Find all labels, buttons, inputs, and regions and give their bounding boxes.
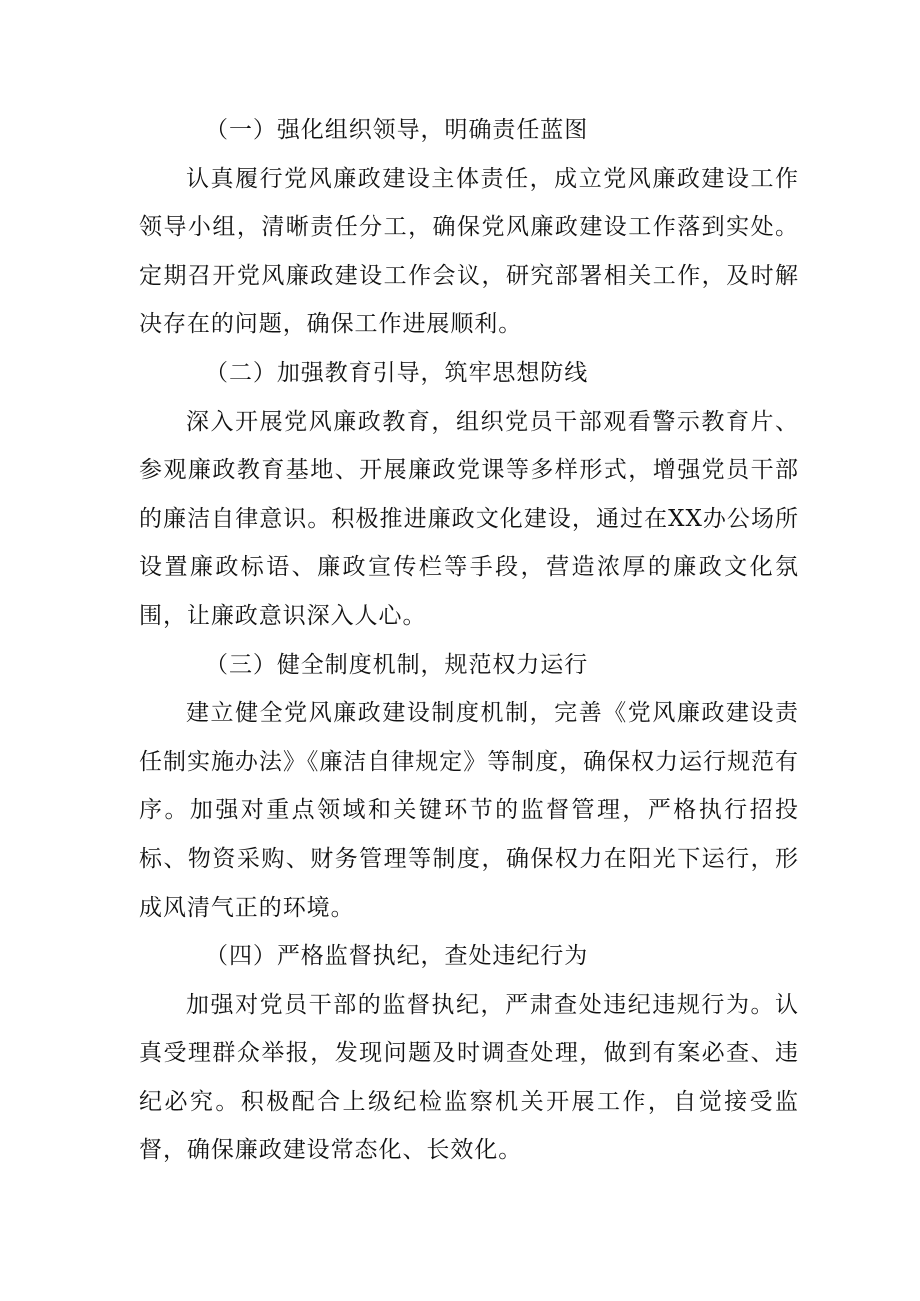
section-paragraph: 建立健全党风廉政建设制度机制，完善《党风廉政建设责任制实施办法》《廉洁自律规定》等制度，确保权力运行规范有序。加强对重点领域和关键环节的监督管理，严格执行招投标、物资采购、财务管理等制度，确保权力在阳光下运行，形成风清气正的环境。 bbox=[139, 700, 799, 921]
section-paragraph: 深入开展党风廉政教育，组织党员干部观看警示教育片、参观廉政教育基地、开展廉政党课等多样形式，增强党员干部的廉洁自律意识。积极推进廉政文化建设，通过在XX办公场所设置廉政标语、廉政宣传栏等手段，营造浓厚的廉政文化氛围，让廉政意识深入人心。 bbox=[139, 408, 799, 629]
section-2 bbox=[139, 349, 799, 641]
section-heading: （四）严格监督执纪，查处违纪行为 bbox=[205, 943, 589, 970]
section-3 bbox=[139, 641, 799, 933]
section-heading: （二）加强教育引导，筑牢思想防线 bbox=[205, 359, 589, 386]
section-heading: （一）强化组织领导，明确责任蓝图 bbox=[205, 117, 589, 143]
section-paragraph: 认真履行党风廉政建设主体责任，成立党风廉政建设工作领导小组，清晰责任分工，确保党风廉政建设工作落到实处。定期召开党风廉政建设工作会议，研究部署相关工作，及时解决存在的问题，确保工作进展顺利。 bbox=[139, 165, 799, 338]
section-4 bbox=[139, 932, 799, 1175]
section-paragraph: 加强对党员干部的监督执纪，严肃查处违纪违规行为。认真受理群众举报，发现问题及时调查处理，做到有案必查、违纪必究。积极配合上级纪检监察机关开展工作，自觉接受监督，确保廉政建设常态化、长效化。 bbox=[139, 991, 799, 1164]
section-1 bbox=[139, 106, 799, 349]
section-heading: （三）健全制度机制，规范权力运行 bbox=[205, 651, 589, 678]
document-body bbox=[139, 106, 799, 1175]
